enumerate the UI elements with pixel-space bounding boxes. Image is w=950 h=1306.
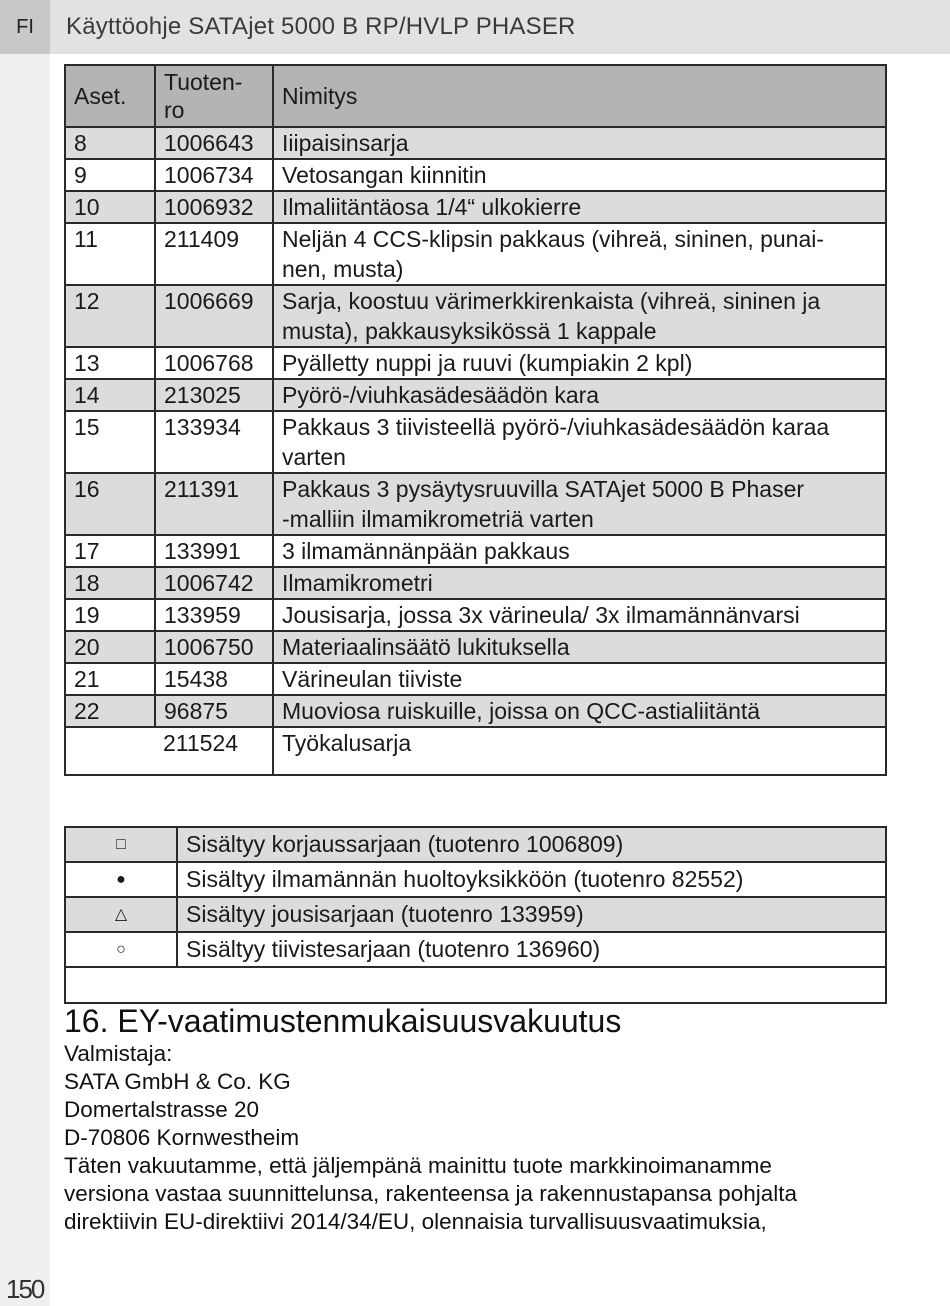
table-row [65, 411, 886, 473]
cell-name-line: Pakkaus 3 pysäytysruuvilla SATAjet 5000 B Phaser [282, 476, 805, 502]
table-row [65, 599, 886, 631]
table-row [65, 535, 886, 567]
cell-product-number: 213025 [155, 379, 273, 411]
table-row [65, 223, 886, 285]
legend-row [65, 862, 886, 897]
section-line: Täten vakuutamme, että jäljempänä mainittu tuote markkinoimanamme [64, 1153, 772, 1178]
cell-position: 9 [65, 159, 155, 191]
section-title: 16. EY-vaatimustenmukaisuusvakuutus [64, 1003, 622, 1039]
table-row [65, 695, 886, 727]
cell-name-line: Värineulan tiiviste [282, 666, 463, 692]
cell-name [273, 473, 886, 535]
col-header-position: Aset. [65, 65, 155, 127]
section-line: D-70806 Kornwestheim [64, 1125, 300, 1150]
cell-name-line: Sarja, koostuu värimerkkirenkaista (vihreä, sininen ja [282, 288, 821, 314]
cell-name [273, 631, 886, 663]
cell-name [273, 727, 886, 775]
table-row [65, 473, 886, 535]
cell-name-line: Jousisarja, jossa 3x värineula/ 3x ilmamännänvarsi [282, 602, 800, 628]
legend-text: Sisältyy korjaussarjaan (tuotenro 1006809) [177, 827, 886, 862]
legend-row [65, 827, 886, 862]
cell-name-line: Iiipaisinsarja [282, 130, 409, 156]
cell-name-line: Pyälletty nuppi ja ruuvi (kumpiakin 2 kpl) [282, 350, 693, 376]
cell-product-number: 211524 [155, 727, 273, 775]
left-margin-strip [0, 54, 50, 1306]
cell-name-line: Materiaalinsäätö lukituksella [282, 634, 570, 660]
cell-position: 12 [65, 285, 155, 347]
section-line: direktiivin EU-direktiivi 2014/34/EU, olennaisia turvallisuusvaatimuksia, [64, 1209, 767, 1234]
cell-product-number: 1006768 [155, 347, 273, 379]
cell-product-number: 1006750 [155, 631, 273, 663]
cell-product-number: 15438 [155, 663, 273, 695]
cell-name-line: Neljän 4 CCS-klipsin pakkaus (vihreä, sininen, punai- [282, 226, 825, 252]
legend-symbol-icon: ○ [65, 932, 177, 967]
legend-row [65, 932, 886, 967]
table-row [65, 347, 886, 379]
cell-product-number: 1006669 [155, 285, 273, 347]
cell-product-number: 133959 [155, 599, 273, 631]
section-body [64, 1040, 884, 1236]
cell-name [273, 191, 886, 223]
cell-name-line: -malliin ilmamikrometriä varten [282, 506, 594, 532]
legend-row [65, 897, 886, 932]
cell-name-line: varten [282, 444, 346, 470]
cell-name-line: musta), pakkausyksikössä 1 kappale [282, 318, 657, 344]
cell-product-number: 1006734 [155, 159, 273, 191]
cell-name-line: Työkalusarja [282, 730, 412, 756]
cell-position: 18 [65, 567, 155, 599]
cell-name [273, 379, 886, 411]
cell-name [273, 535, 886, 567]
parts-table [64, 64, 887, 776]
cell-position: 17 [65, 535, 155, 567]
table-row [65, 159, 886, 191]
legend-text: Sisältyy ilmamännän huoltoyksikköön (tuotenro 82552) [177, 862, 886, 897]
cell-position: 22 [65, 695, 155, 727]
cell-position: 14 [65, 379, 155, 411]
section-line: Domertalstrasse 20 [64, 1097, 260, 1122]
cell-position: 11 [65, 223, 155, 285]
legend-symbol-icon: △ [65, 897, 177, 932]
cell-name [273, 411, 886, 473]
table-row [65, 663, 886, 695]
cell-product-number: 1006742 [155, 567, 273, 599]
table-row [65, 127, 886, 159]
section-line: versiona vastaa suunnittelunsa, rakenteensa ja rakennustapansa pohjalta [64, 1181, 797, 1206]
cell-position [65, 727, 155, 775]
legend-padding-cell [65, 967, 886, 1003]
table-row [65, 727, 886, 775]
page-number: 150 [6, 1274, 44, 1304]
table-row [65, 285, 886, 347]
cell-position: 8 [65, 127, 155, 159]
cell-position: 15 [65, 411, 155, 473]
language-tab: FI [0, 0, 50, 54]
table-row [65, 191, 886, 223]
cell-position: 21 [65, 663, 155, 695]
cell-product-number: 1006643 [155, 127, 273, 159]
header-title: Käyttöohje SATAjet 5000 B RP/HVLP PHASER [66, 13, 576, 40]
cell-product-number: 1006932 [155, 191, 273, 223]
cell-name-line: Pyörö-/viuhkasädesäädön kara [282, 382, 600, 408]
legend-text: Sisältyy tiivistesarjaan (tuotenro 136960) [177, 932, 886, 967]
cell-name-line: Pakkaus 3 tiivisteellä pyörö-/viuhkasädesäädön karaa [282, 414, 830, 440]
cell-name-line: nen, musta) [282, 256, 404, 282]
cell-product-number: 211391 [155, 473, 273, 535]
legend-symbol-icon: ● [65, 862, 177, 897]
table-row [65, 379, 886, 411]
section-line: SATA GmbH & Co. KG [64, 1069, 291, 1094]
cell-name-line: Ilmaliitäntäosa 1/4“ ulkokierre [282, 194, 582, 220]
cell-position: 13 [65, 347, 155, 379]
cell-product-number: 96875 [155, 695, 273, 727]
cell-name [273, 347, 886, 379]
cell-position: 20 [65, 631, 155, 663]
cell-name [273, 223, 886, 285]
col-header-product-number [155, 65, 273, 127]
cell-name-line: 3 ilmamännänpään pakkaus [282, 538, 570, 564]
cell-product-number: 133934 [155, 411, 273, 473]
table-row [65, 631, 886, 663]
legend-text: Sisältyy jousisarjaan (tuotenro 133959) [177, 897, 886, 932]
cell-name-line: Ilmamikrometri [282, 570, 433, 596]
cell-name [273, 127, 886, 159]
cell-name-line: Muoviosa ruiskuille, joissa on QCC-astialiitäntä [282, 698, 761, 724]
col-header-product-number-text: Tuoten- ro [164, 69, 243, 123]
cell-position: 10 [65, 191, 155, 223]
cell-name [273, 285, 886, 347]
cell-position: 19 [65, 599, 155, 631]
legend-symbol-icon: □ [65, 827, 177, 862]
cell-name [273, 695, 886, 727]
legend-padding-row [65, 967, 886, 1003]
table-row [65, 567, 886, 599]
cell-product-number: 211409 [155, 223, 273, 285]
cell-position: 16 [65, 473, 155, 535]
cell-name-line: Vetosangan kiinnitin [282, 162, 487, 188]
page-header [0, 0, 950, 54]
col-header-name: Nimitys [273, 65, 886, 127]
legend-table [64, 826, 887, 1004]
cell-name [273, 599, 886, 631]
section-line: Valmistaja: [64, 1041, 173, 1066]
cell-name [273, 159, 886, 191]
cell-product-number: 133991 [155, 535, 273, 567]
cell-name [273, 567, 886, 599]
cell-name [273, 663, 886, 695]
